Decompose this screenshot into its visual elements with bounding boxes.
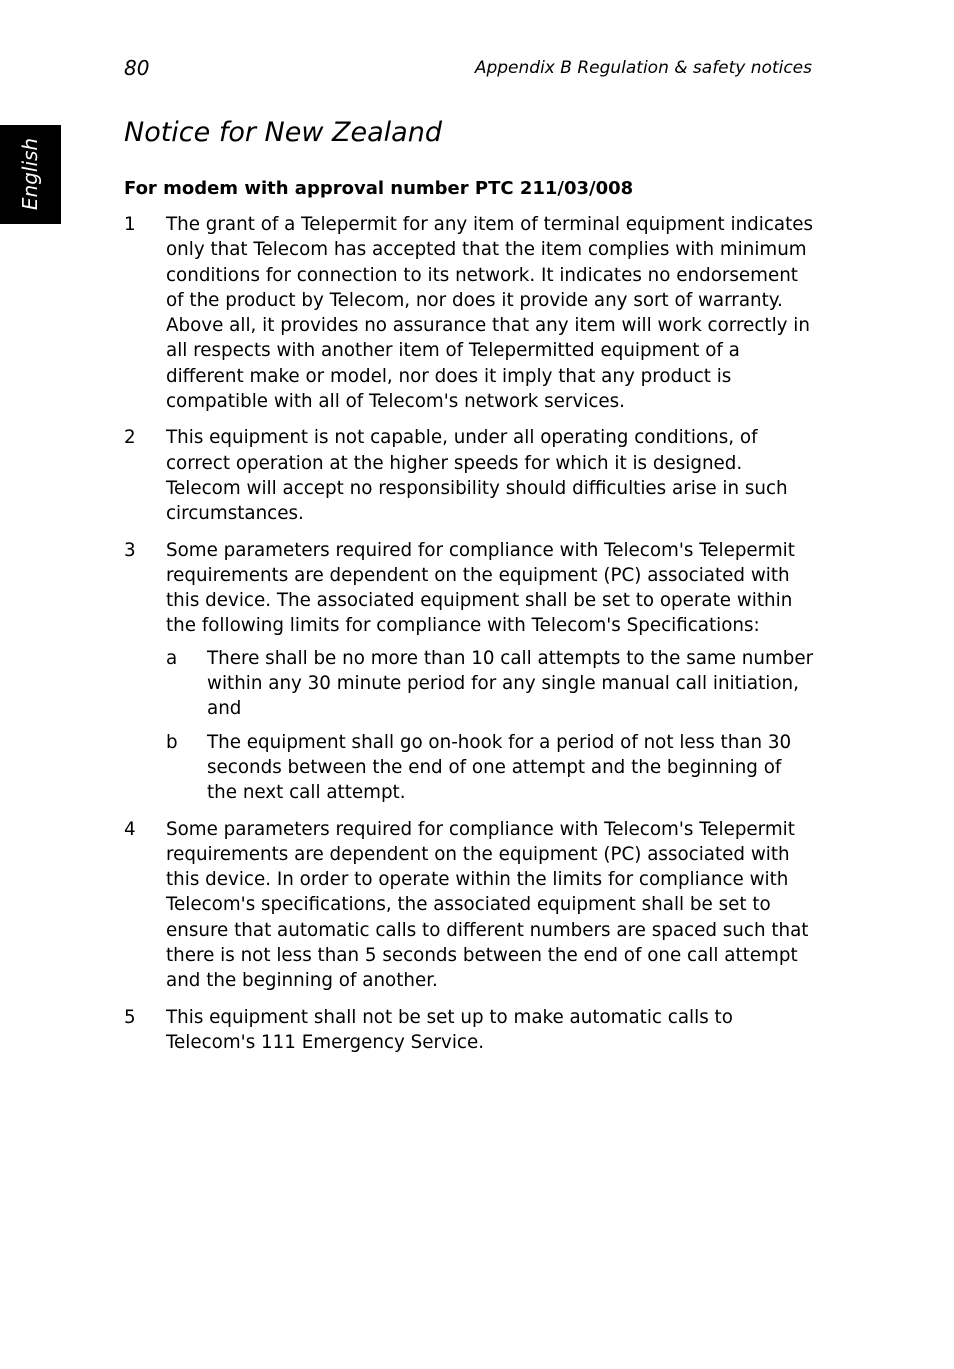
list-item-content xyxy=(166,425,814,526)
subheading: For modem with approval number PTC 211/03/008 xyxy=(124,178,634,199)
list-item-content xyxy=(166,212,814,414)
list-item-number: 4 xyxy=(124,818,136,840)
sub-list xyxy=(166,646,814,806)
language-tab xyxy=(0,125,61,224)
list-item-content xyxy=(166,538,814,806)
list-item-number: 3 xyxy=(124,539,136,561)
section-title: Notice for New Zealand xyxy=(124,117,442,148)
list-item-number: 2 xyxy=(124,427,136,449)
list-item-content xyxy=(166,1005,814,1056)
list-item xyxy=(124,817,814,994)
sub-list-item xyxy=(166,730,814,806)
language-tab-label: English xyxy=(18,137,42,211)
notice-list xyxy=(124,212,814,1066)
sub-list-item-letter: a xyxy=(166,647,178,669)
list-item-text: Some parameters required for compliance with Telecom's Telepermit requirements are dependent on the equipment (PC) associated with this device. The associated equipment shall be set to operate within the following limits for compliance with Telecom's Specifications: xyxy=(166,539,795,637)
list-item-number: 1 xyxy=(124,214,136,235)
list-item-content xyxy=(166,817,814,994)
list-item xyxy=(124,212,814,414)
list-item-text: Some parameters required for compliance with Telecom's Telepermit requirements are dependent on the equipment (PC) associated with this device. In order to operate within the limits for compliance with Telecom's specifications, the associated equipment shall be set to ensure that automatic calls to different numbers are spaced such that there is not less than 5 seconds between the end of one call attempt and the beginning of another. xyxy=(166,818,809,992)
list-item-number: 5 xyxy=(124,1006,136,1028)
sub-list-item xyxy=(166,646,814,722)
sub-list-item-text: The equipment shall go on-hook for a period of not less than 30 seconds between the end of one attempt and the beginning of the next call attempt. xyxy=(207,731,792,804)
sub-list-item-letter: b xyxy=(166,731,178,753)
list-item xyxy=(124,538,814,806)
list-item-text: This equipment is not capable, under all operating conditions, of correct operation at the higher speeds for which it is designed. Telecom will accept no responsibility should difficulties arise in such circumstances. xyxy=(166,427,788,525)
list-item xyxy=(124,425,814,526)
running-header: Appendix B Regulation & safety notices xyxy=(474,58,812,78)
sub-list-item-text: There shall be no more than 10 call attempts to the same number within any 30 minute period for any single manual call initiation, and xyxy=(207,647,814,720)
list-item-text: This equipment shall not be set up to make automatic calls to Telecom's 111 Emergency Service. xyxy=(166,1006,733,1053)
list-item xyxy=(124,1005,814,1056)
list-item-text: The grant of a Telepermit for any item of terminal equipment indicates only that Telecom has accepted that the item complies with minimum conditions for connection to its network. It indicates no endorsement of the product by Telecom, nor does it provide any sort of warranty. Above all, it provides no assurance that any item will work correctly in all respects with another item of Telepermitted equipment of a different make or model, nor does it imply that any product is compatible with all of Telecom's network services. xyxy=(166,214,814,413)
page-number: 80 xyxy=(124,56,150,80)
